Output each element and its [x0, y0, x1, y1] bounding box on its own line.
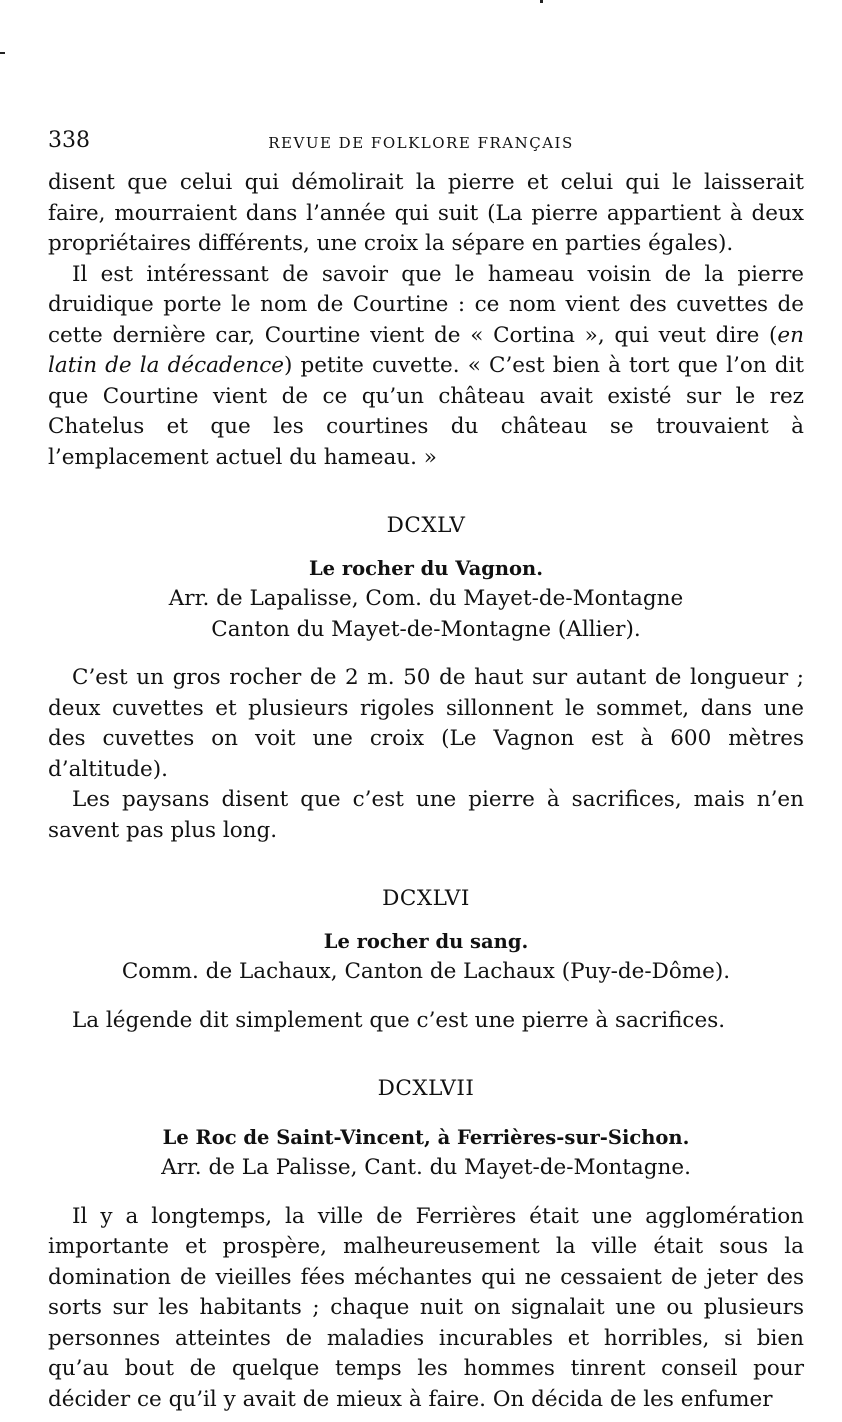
- scan-mark: [540, 0, 543, 3]
- section-title: Le rocher du sang.: [323, 929, 529, 953]
- intro-paragraph-2-italic: en latin de la décadence: [48, 322, 804, 378]
- page-header: [48, 128, 794, 160]
- section2-paragraph-1: La légende dit simplement que c’est une pierre à sacrifices.: [72, 1007, 726, 1033]
- intro-paragraph-2-text-b: ) petite cuvette. « C’est bien à tort que l’on dit que Courtine vient de ce qu’un château avait existé sur le rez Chatelus et que les courtines du château se trouvaient à l’emplacement actuel du hameau. »: [48, 353, 805, 470]
- running-title: REVUE DE FOLKLORE FRANÇAIS: [268, 134, 574, 152]
- section-location: Canton du Mayet-de-Montagne (Allier).: [211, 616, 641, 642]
- section-location: Arr. de Lapalisse, Com. du Mayet-de-Montagne: [168, 586, 684, 611]
- section-location: Arr. de La Palisse, Cant. du Mayet-de-Montagne.: [161, 1155, 691, 1180]
- page-body: [48, 168, 804, 1415]
- section-title: Le rocher du Vagnon.: [308, 556, 544, 580]
- section-number: DCXLVII: [377, 1076, 475, 1101]
- section1-paragraph-1: C’est un gros rocher de 2 m. 50 de haut sur autant de longueur ; deux cuvettes et plusieurs rigoles sillonnent le sommet, dans une des cuvettes on voit une croix (Le Vagnon est à 600 mètres d’altitude).: [48, 665, 804, 782]
- intro-paragraph-2-text-a: Il est intéressant de savoir que le hameau voisin de la pierre druidique porte le nom de Courtine : ce nom vient des cuvettes de cette dernière car, Courtine vient de « Cortina », qui veut dire (: [48, 261, 804, 348]
- scan-mark: [0, 52, 5, 54]
- intro-paragraph-1: disent que celui qui démolirait la pierre et celui qui le laisserait faire, mourraient dans l’année qui suit (La pierre appartient à deux propriétaires différents, une croix la sépare en parties égales).: [48, 170, 804, 256]
- section-title: Le Roc de Saint-Vincent, à Ferrières-sur-Sichon.: [162, 1125, 690, 1149]
- section3-paragraph-1: Il y a longtemps, la ville de Ferrières était une agglomération importante et prospère, malheureusement la ville était sous la domination de vieilles fées méchantes qui ne cessaient de jeter des sorts sur les habitants ; chaque nuit on signalait une ou plusieurs personnes atteintes de maladies incurables et horribles, si bien qu’au bout de quelque temps les hommes tinrent conseil pour décider ce qu’il y avait de mieux à faire. On décida de les enfumer: [48, 1203, 804, 1412]
- page-number: 338: [48, 128, 90, 153]
- section-location: Comm. de Lachaux, Canton de Lachaux (Puy-de-Dôme).: [121, 959, 731, 984]
- section-number: DCXLVI: [382, 886, 470, 911]
- section-number: DCXLV: [386, 513, 466, 538]
- intro-paragraph-2: [48, 260, 804, 474]
- section1-paragraph-2: Les paysans disent que c’est une pierre à sacrifices, mais n’en savent pas plus long.: [48, 787, 804, 843]
